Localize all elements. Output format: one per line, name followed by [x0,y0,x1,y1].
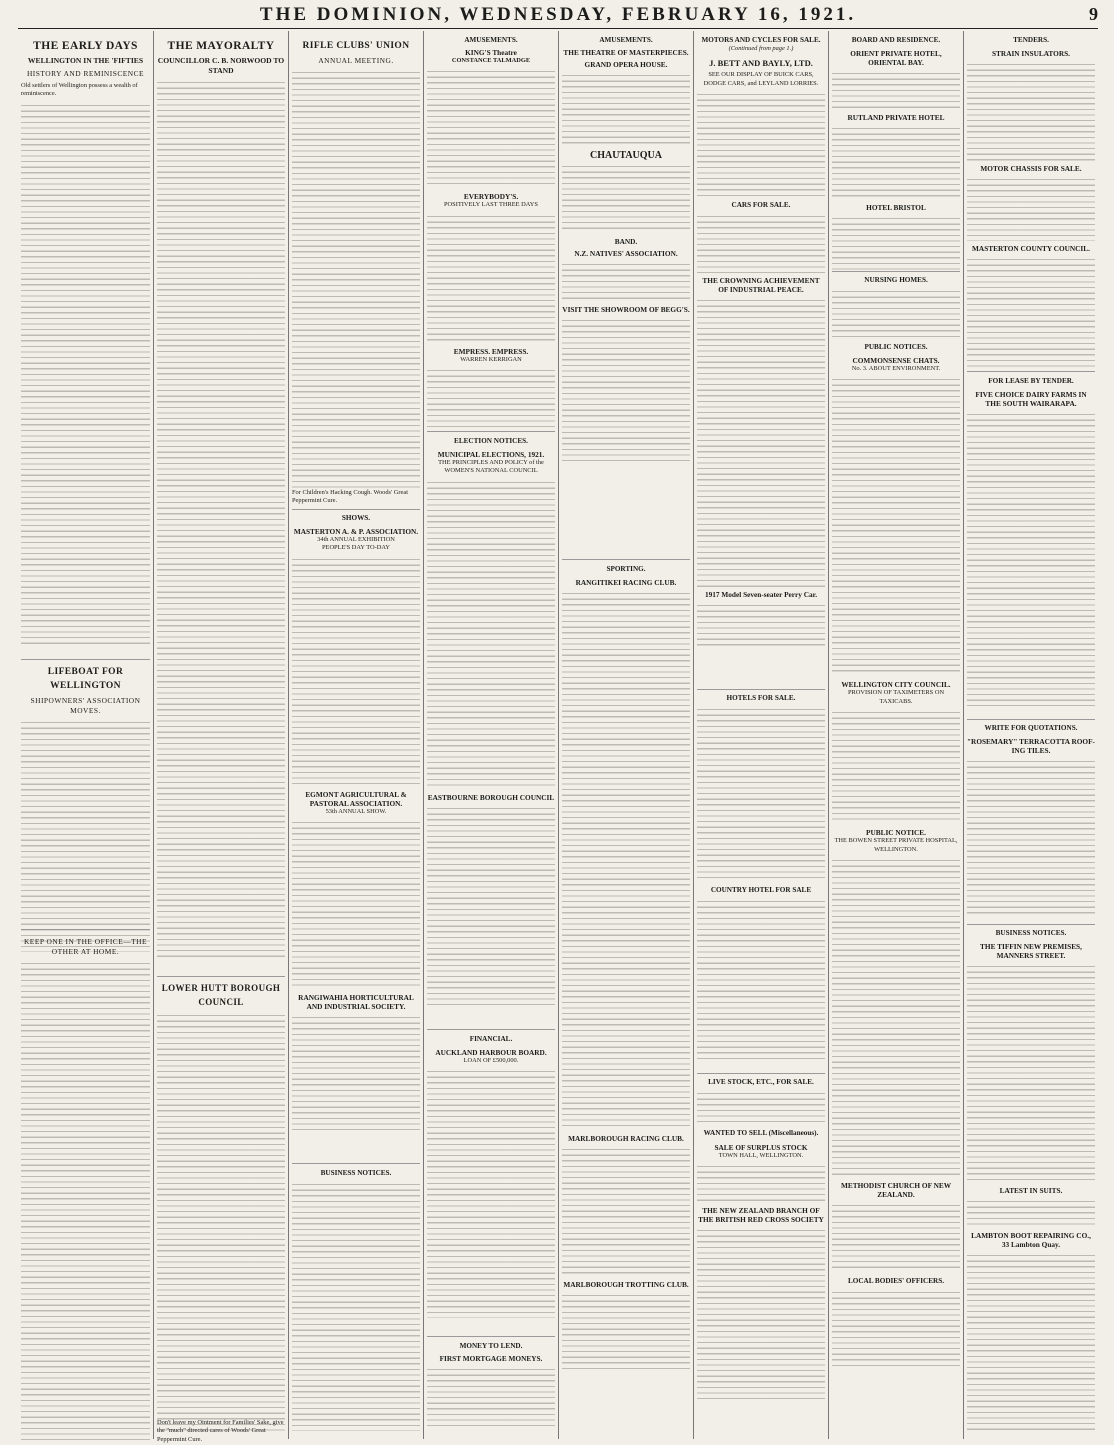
advert-title: AUCKLAND HARBOUR BOARD. [435,1048,547,1057]
divider [967,924,1095,925]
column-8 [963,31,1098,1439]
nursing-section [832,275,960,1369]
advert-body [697,602,825,647]
advert-peppermint [21,934,150,1440]
column-5 [558,31,693,1439]
advert-title: EMPRESS. EMPRESS. [453,346,529,356]
advert-body [292,556,420,786]
section-heading: NURSING HOMES. [864,276,928,284]
article-mayoralty [157,39,285,959]
page-number: 9 [1089,4,1098,24]
article-title: THE MAYORALTY [167,40,275,52]
advert-body [967,1252,1095,1432]
column-3 [288,31,423,1439]
divider [292,509,420,510]
advert-title: STRAIN INSULATORS. [992,49,1070,58]
advert-title: N.Z. NATIVES' ASSOCIATION. [574,249,678,258]
hotels-section [697,693,825,1063]
advert-body [832,215,960,273]
section-heading: MOTORS AND CYCLES FOR SALE. [701,36,821,44]
article-section: HISTORY AND REMINISCENCE [26,69,145,78]
advert-body [967,963,1095,1183]
election-section [427,436,555,1005]
advert-body [562,163,690,233]
advert-title: LAMBTON BOOT REPAIRING CO., 33 Lambton Quay. [971,1231,1091,1249]
advert-subtitle: 34th ANNUAL EXHIBITION [317,536,395,543]
advert-subtitle: THE BOWEN STREET PRIVATE HOSPITAL, WELLINGTON. [834,837,958,853]
article-subtitle: WELLINGTON IN THE 'FIFTIES [27,56,144,65]
footnote-text: For Children's Hacking Cough. Woods' Great Peppermint Cure. [292,489,408,505]
advert-title: LATEST IN SUITS. [999,1186,1063,1195]
advert-body [427,479,555,789]
section-heading: WANTED TO SELL (Miscellaneous). [703,1129,819,1137]
column-6 [693,31,828,1439]
masthead [18,4,1098,29]
advert-title: MUNICIPAL ELECTIONS, 1921. [437,450,545,459]
advert-title: RANGIWAHIA HORTICULTURAL AND INDUSTRIAL SOCIETY. [298,993,414,1012]
section-heading: COUNTRY HOTEL FOR SALE [710,886,812,894]
advert-body [967,61,1095,161]
advert-title: SALE OF SURPLUS STOCK [714,1143,808,1152]
advert-title: EASTBOURNE BOROUGH COUNCIL [427,792,555,802]
advert-title: THE NEW ZEALAND BRANCH OF THE BRITISH RED CROSS SOCIETY [698,1206,824,1225]
article-title: LIFEBOAT FOR WELLINGTON [47,667,124,691]
section-heading: PUBLIC NOTICES. [864,343,928,351]
advert-body [697,213,825,273]
divider [292,1163,420,1164]
advert-subtitle: PROVISION OF TAXIMETERS ON TAXICABS. [847,689,945,705]
advert-title: THE TIFFIN NEW PREMISES, MANNERS STREET. [980,942,1082,960]
section-heading: BUSINESS NOTICES. [320,1169,392,1177]
article-subtitle: ANNUAL MEETING. [318,56,394,65]
advert-body [697,1227,825,1402]
lease-section [967,376,1095,706]
advert-subtitle: SEE OUR DISPLAY OF BUICK CARS, DODGE CARS, and LEYLAND LORRIES. [703,71,819,87]
advert-body [967,176,1095,241]
section-heading: AMUSEMENTS. [464,36,518,44]
article-body [21,719,150,952]
section-body [697,706,825,881]
advert-body [292,1014,420,1134]
advert-title: BAND. [614,237,638,246]
advert-title: ORIENT PRIVATE HOTEL, ORIENTAL BAY. [850,49,942,67]
advert-body [427,1068,555,1318]
column-7 [828,31,963,1439]
advert-title: MOTOR CHASSIS FOR SALE. [980,164,1082,173]
advert-subtitle: 53th ANNUAL SHOW. [325,807,387,815]
advert-body [427,213,555,343]
column-4 [423,31,558,1439]
advert-title: THE THEATRE OF MASTERPIECES. [563,48,689,57]
advert-title: J. BETT AND BAYLY, LTD. [709,58,813,69]
tenders-section [967,35,1095,371]
advert-title: GRAND OPERA HOUSE. [584,60,668,69]
money-section [427,1341,555,1428]
section-heading: ELECTION NOTICES. [454,437,528,445]
section-heading: WRITE FOR QUOTATIONS. [984,724,1078,732]
advert-title: FIVE CHOICE DAIRY FARMS IN THE SOUTH WAIRARAPA. [975,390,1087,408]
advert-body [562,72,690,147]
advert-title: CHAUTAUQUA [589,150,663,161]
livestock-section [697,1077,825,1402]
advert-title: METHODIST CHURCH OF NEW ZEALAND. [840,1181,952,1200]
divider [427,1029,555,1030]
advert-body [562,317,690,462]
masthead-title: THE DOMINION, WEDNESDAY, FEBRUARY 16, 1921. [259,4,857,25]
article-lower-hutt [157,981,285,1432]
advert-title: EVERYBODY'S. [463,192,519,202]
advert-title: MARLBOROUGH TROTTING CLUB. [563,1280,689,1289]
section-body [292,1181,420,1431]
article-body [157,79,285,959]
article-lifeboat [21,665,150,952]
column-2 [153,31,288,1443]
divider [832,271,960,272]
advert-body [832,709,960,824]
section-heading: CARS FOR SALE. [731,201,791,210]
column-1 [18,31,153,1439]
advert-footer [157,1419,285,1444]
section-heading: BUSINESS NOTICES. [995,929,1067,937]
section-subtitle: (Continued from page 1.) [728,45,794,52]
divider [967,371,1095,372]
advert-line: TOWN HALL, WELLINGTON. [718,1152,804,1159]
section-heading: SHOWS. [341,514,371,522]
advert-line: POSITIVELY LAST THREE DAYS [444,201,538,209]
divider [562,559,690,560]
advert-body [292,819,420,989]
advert-title: VISIT THE SHOWROOM OF BEGG'S. [562,305,690,314]
section-body [832,1289,960,1369]
shows-section [292,513,420,1134]
section-body [697,898,825,1063]
advert-body [832,70,960,110]
advert-body [832,857,960,1177]
advert-title: KING'S Theatre [465,48,517,57]
article-body [292,69,420,489]
divider [967,719,1095,720]
article-title: THE EARLY DAYS [33,40,138,52]
board-section [832,35,960,273]
advert-text: Don't leave my Ointment for Families' Sake, give the "much" directed cares of Woods' Great Peppermint Cure. [157,1419,284,1443]
divider [427,431,555,432]
advert-title: WELLINGTON CITY COUNCIL. [841,680,951,690]
divider [697,1073,825,1074]
article-title: RIFLE CLUBS' UNION [302,41,410,51]
section-heading: HOTELS FOR SALE. [726,694,796,702]
advert-title: MASTERTON A. & P. ASSOCIATION. [293,527,419,536]
section-heading: TENDERS. [1013,36,1049,44]
advert-title: HOTEL BRISTOL [866,203,926,212]
advert-body [427,68,555,188]
advert-line: THE PRINCIPLES AND POLICY of the WOMEN'S NATIONAL COUNCIL [438,459,544,475]
advert-body [562,1292,690,1372]
advert-title: COMMONSENSE CHATS. [852,356,940,365]
advert-body [427,1366,555,1428]
advert-body [832,1202,960,1272]
article-body [157,1012,285,1432]
section-heading: AMUSEMENTS. [599,36,653,44]
advert-subtitle: No. 3. ABOUT ENVIRONMENT. [851,365,941,372]
advert-body [832,125,960,200]
advert-body [832,376,960,676]
business-section [292,1168,420,1431]
divider [427,1336,555,1337]
amusements-section [562,35,690,462]
article-title: LOWER HUTT BOROUGH COUNCIL [161,983,281,1007]
advert-body [967,758,1095,918]
advert-body [967,1198,1095,1228]
section-heading: BOARD AND RESIDENCE. [851,36,941,44]
advert-title: PUBLIC NOTICE. [865,828,926,838]
advert-title: MASTERTON COUNTY COUNCIL. [972,244,1090,253]
article-subtitle: COUNCILLOR C. B. NORWOOD TO STAND [157,56,285,75]
section-heading: LIVE STOCK, ETC., FOR SALE. [708,1078,814,1086]
advert-title: FIRST MORTGAGE MONEYS. [439,1354,543,1363]
section-heading: MONEY TO LEND. [459,1342,523,1350]
advert-line: CONSTANCE TALMADGE [451,57,531,64]
advert-body [562,261,690,301]
advert-title: THE CROWNING ACHIEVEMENT OF INDUSTRIAL PEACE. [702,276,820,295]
motors-section [697,35,825,647]
advert-line: WARREN KERRIGAN [460,355,522,363]
article-intro: Old settlers of Wellington possess a wealth of reminiscence. [21,82,138,98]
advert-body [967,256,1095,371]
advert-body [697,297,825,587]
sporting-section [562,564,690,1372]
footnote [292,489,420,506]
financial-section [427,1034,555,1318]
amusements-section [427,35,555,427]
section-heading: FINANCIAL. [469,1035,513,1043]
advert-title: KEEP ONE IN THE OFFICE—THE OTHER AT HOME. [23,937,148,956]
advert-body [427,805,555,1005]
advert-title: RANGITIKEI RACING CLUB. [575,578,677,587]
divider [697,689,825,690]
advert-subtitle: LOAN OF £500,000. [463,1057,519,1064]
section-heading: LOCAL BODIES' OFFICERS. [847,1277,945,1286]
section-body [697,1090,825,1125]
advert-title: MARLBOROUGH RACING CLUB. [568,1134,684,1143]
business-section [967,928,1095,1432]
advert-body [427,367,555,427]
divider [21,659,150,660]
advert-body [697,1163,825,1203]
section-body [832,288,960,338]
advert-body [562,590,690,1130]
article-subtitle: SHIPOWNERS' ASSOCIATION MOVES. [30,696,141,715]
section-heading: FOR LEASE BY TENDER. [988,377,1074,385]
columns [18,31,1098,1443]
advert-title: EGMONT AGRICULTURAL & PASTORAL ASSOCIATION. [305,789,407,808]
advert-body [21,960,150,1440]
advert-line: PEOPLE'S DAY TO-DAY [321,544,391,552]
article-early-days [21,39,150,647]
advert-body [562,1146,690,1276]
advert-title: RUTLAND PRIVATE HOTEL [847,113,945,122]
advert-title: "ROSEMARY" TERRACOTTA ROOF-ING TILES. [967,737,1095,755]
advert-body [967,411,1095,706]
advert-body [697,91,825,196]
write-section [967,723,1095,918]
divider [21,929,150,930]
article-rifle-clubs [292,39,420,489]
section-heading: SPORTING. [606,565,646,573]
article-body [21,102,150,647]
advert-title: 1917 Model Seven-seater Perry Car. [704,590,818,600]
divider [157,976,285,977]
